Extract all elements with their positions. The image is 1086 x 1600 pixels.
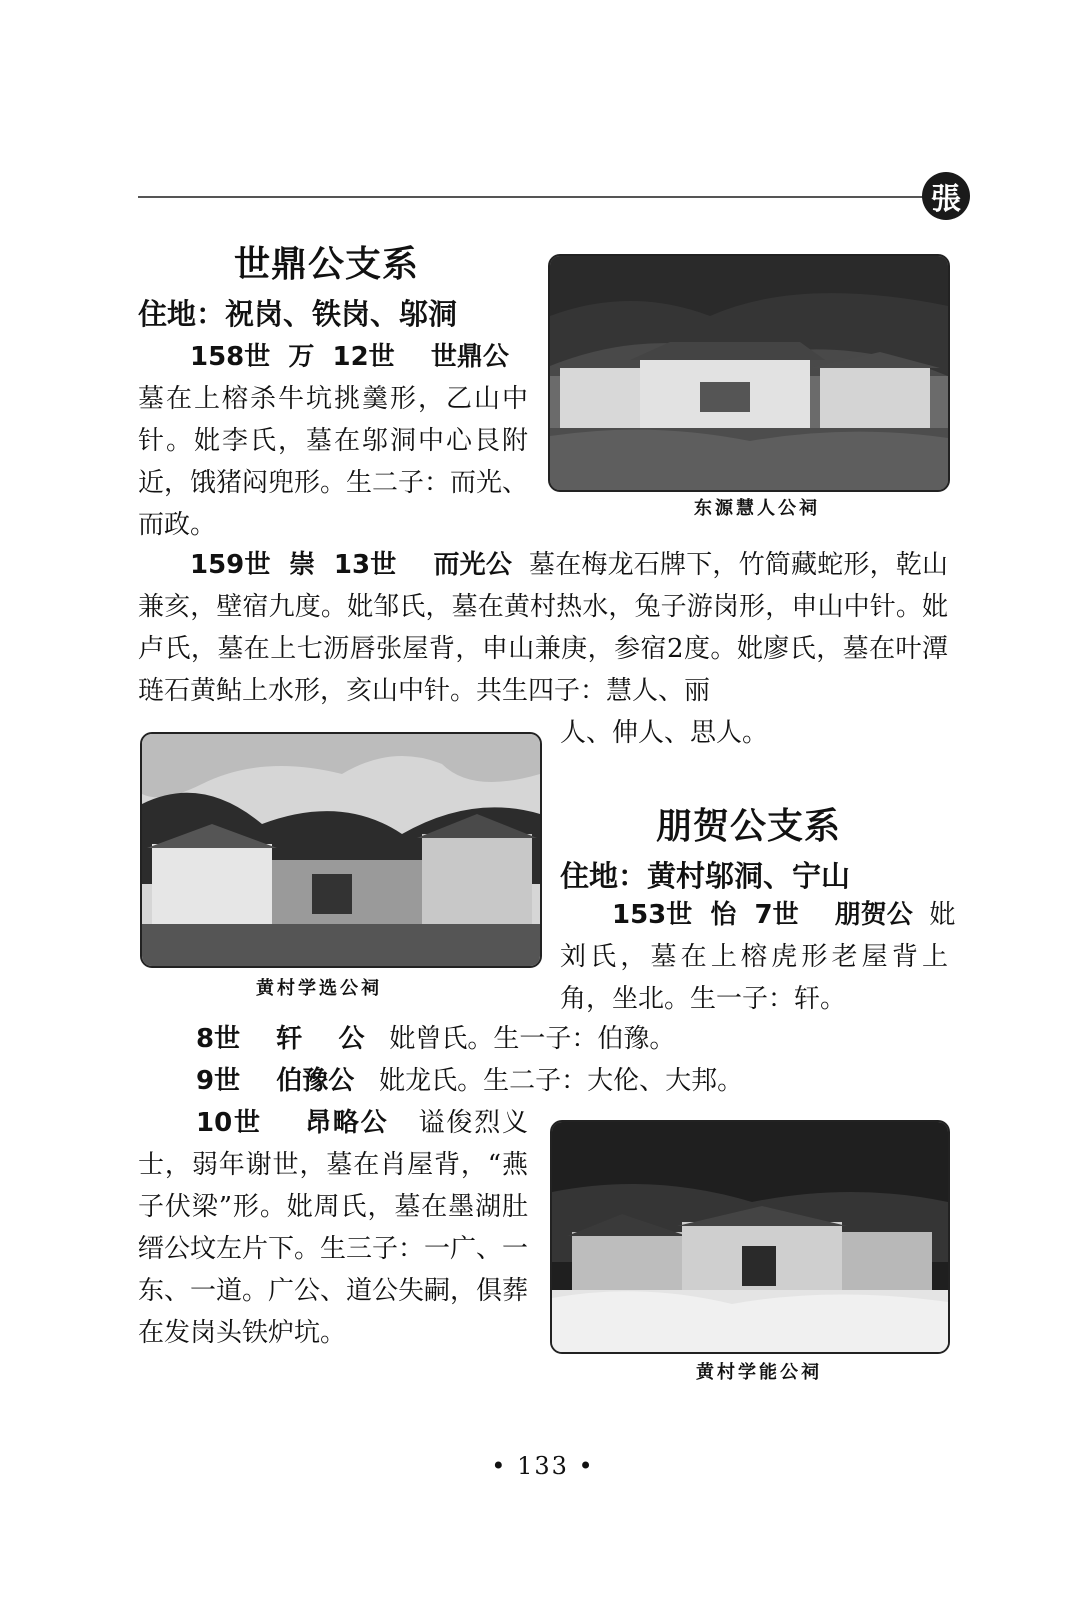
section2-residence: 住地：黄村邬洞、宁山 <box>560 859 851 893</box>
generation-label: 10世 昂略公 <box>196 1108 389 1138</box>
photo-huangcun-xuexuan-ancestral-hall <box>140 732 542 968</box>
section1-residence: 住地：祝岗、铁岗、邬洞 <box>138 297 458 331</box>
paragraph-text: 墓在梅龙石牌下，竹简藏蛇形，乾山兼亥，壁宿九度。妣邹氏，墓在黄村热水，兔子游岗形，申山中针。妣卢氏，墓在上七沥唇张屋背，申山兼庚，参宿2度。妣廖氏，墓在叶潭琏石黄鲇上水形，亥山中针。共生四子：慧人、丽 <box>138 550 948 706</box>
section2-paragraph-3 <box>196 1060 743 1102</box>
photo1-caption: 东源慧人公祠 <box>694 498 820 519</box>
section1-paragraph-2 <box>138 544 948 712</box>
section2-paragraph-1 <box>560 894 956 1020</box>
generation-label: 159世 崇 13世 而光公 <box>190 550 513 580</box>
section2-paragraph-4 <box>138 1102 528 1354</box>
section2-paragraph-2 <box>196 1018 675 1060</box>
photo3-caption: 黄村学能公祠 <box>696 1362 822 1383</box>
generation-label: 9世 伯豫公 <box>196 1066 355 1096</box>
photo2-caption: 黄村学选公祠 <box>256 978 382 999</box>
section1-title: 世鼎公支系 <box>234 244 420 285</box>
section1-paragraph-2-tail: 人、伸人、思人。 <box>560 718 769 748</box>
paragraph-text: 墓在上榕杀牛坑挑羹形，乙山中针。妣李氏，墓在邬洞中心艮附近，饿猪闷兜形。生二子：而光、而政。 <box>138 384 529 540</box>
generation-label: 8世 轩 公 <box>196 1024 365 1054</box>
photo-dongyuan-huiren-ancestral-hall <box>548 254 950 492</box>
paragraph-text: 妣曾氏。生一子：伯豫。 <box>389 1024 676 1054</box>
paragraph-text: 谥俊烈义士，弱年谢世，墓在肖屋背，“燕子伏梁”形。妣周氏，墓在墨湖肚缙公坟左片下。生三子：一广、一东、一道。广公、道公失嗣，俱葬在发岗头铁炉坑。 <box>138 1108 529 1348</box>
paragraph-text: 妣刘氏，墓在上榕虎形老屋背上角，坐北。生一子：轩。 <box>560 900 956 1014</box>
paragraph-text: 妣龙氏。生二子：大伦、大邦。 <box>379 1066 744 1096</box>
generation-label: 153世 怡 7世 朋贺公 <box>612 900 913 930</box>
photo-huangcun-xueneng-ancestral-hall <box>550 1120 950 1354</box>
header-rule <box>138 196 928 198</box>
zhang-seal-icon: 張 <box>922 172 970 220</box>
page-number: • 133 • <box>491 1452 595 1480</box>
section1-paragraph-1 <box>138 336 528 546</box>
section2-title: 朋贺公支系 <box>656 806 842 847</box>
generation-label: 158世 万 12世 世鼎公 <box>190 342 509 372</box>
